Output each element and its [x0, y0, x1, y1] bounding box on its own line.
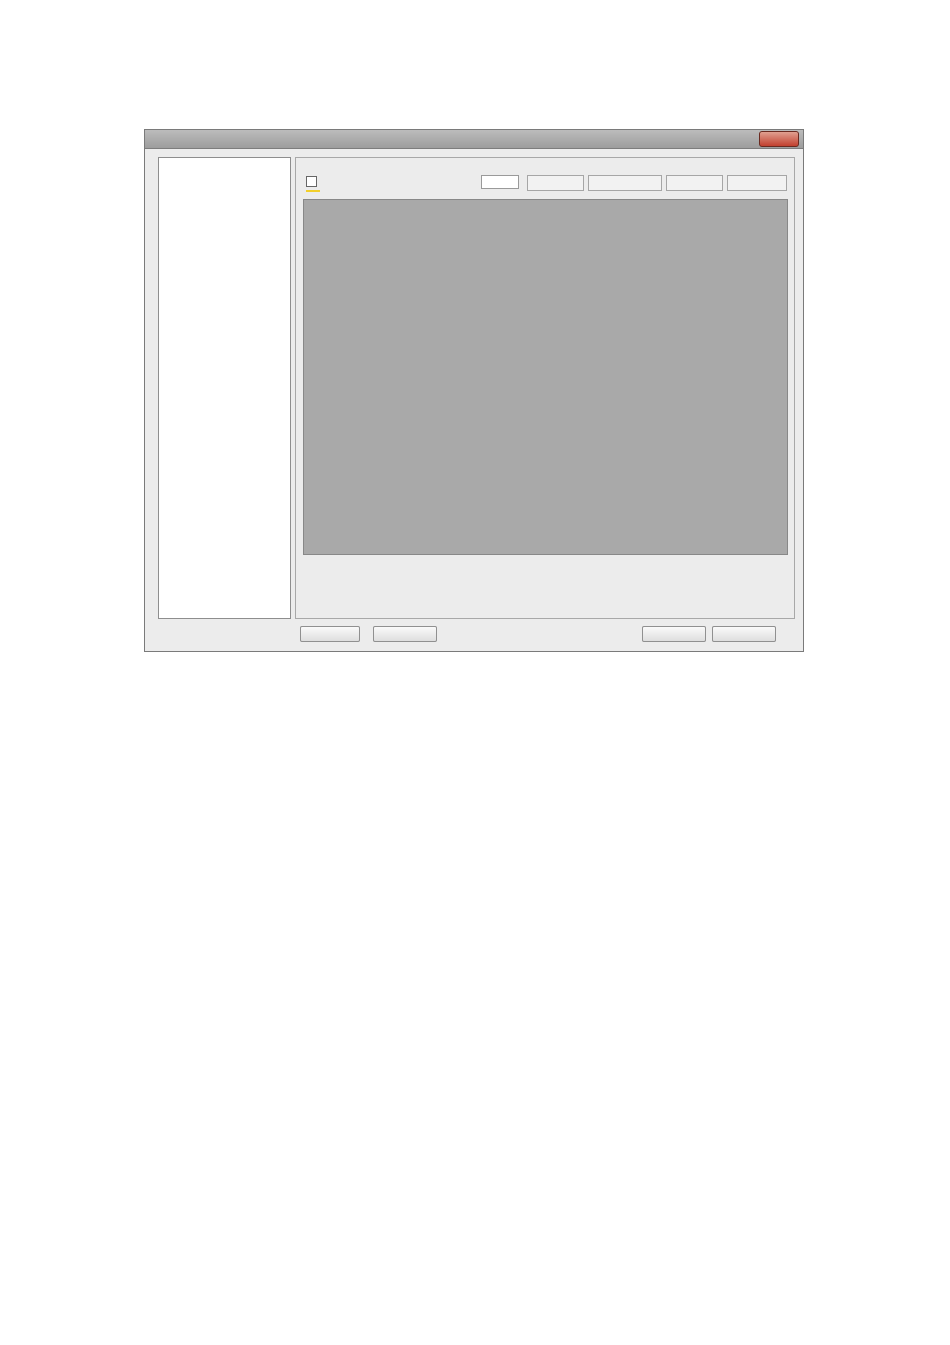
cancel-button[interactable] — [712, 626, 776, 642]
checkbox-box[interactable] — [306, 176, 317, 187]
add-tower-button[interactable] — [527, 175, 584, 191]
close-button[interactable] — [759, 131, 799, 147]
import-button[interactable] — [300, 626, 360, 642]
import-other-direction-button[interactable] — [588, 175, 662, 191]
wind-load-panel — [295, 157, 795, 619]
clear-data-button[interactable] — [727, 175, 787, 191]
export-button[interactable] — [373, 626, 437, 642]
settings-tree — [158, 157, 291, 619]
title-bar — [145, 130, 803, 149]
use-specified-wind-checkbox[interactable] — [306, 176, 320, 192]
import-data-button[interactable] — [666, 175, 723, 191]
tower-input[interactable] — [481, 175, 519, 189]
wind-load-grid — [303, 199, 788, 555]
ok-button[interactable] — [642, 626, 706, 642]
dialog-window — [144, 129, 804, 652]
